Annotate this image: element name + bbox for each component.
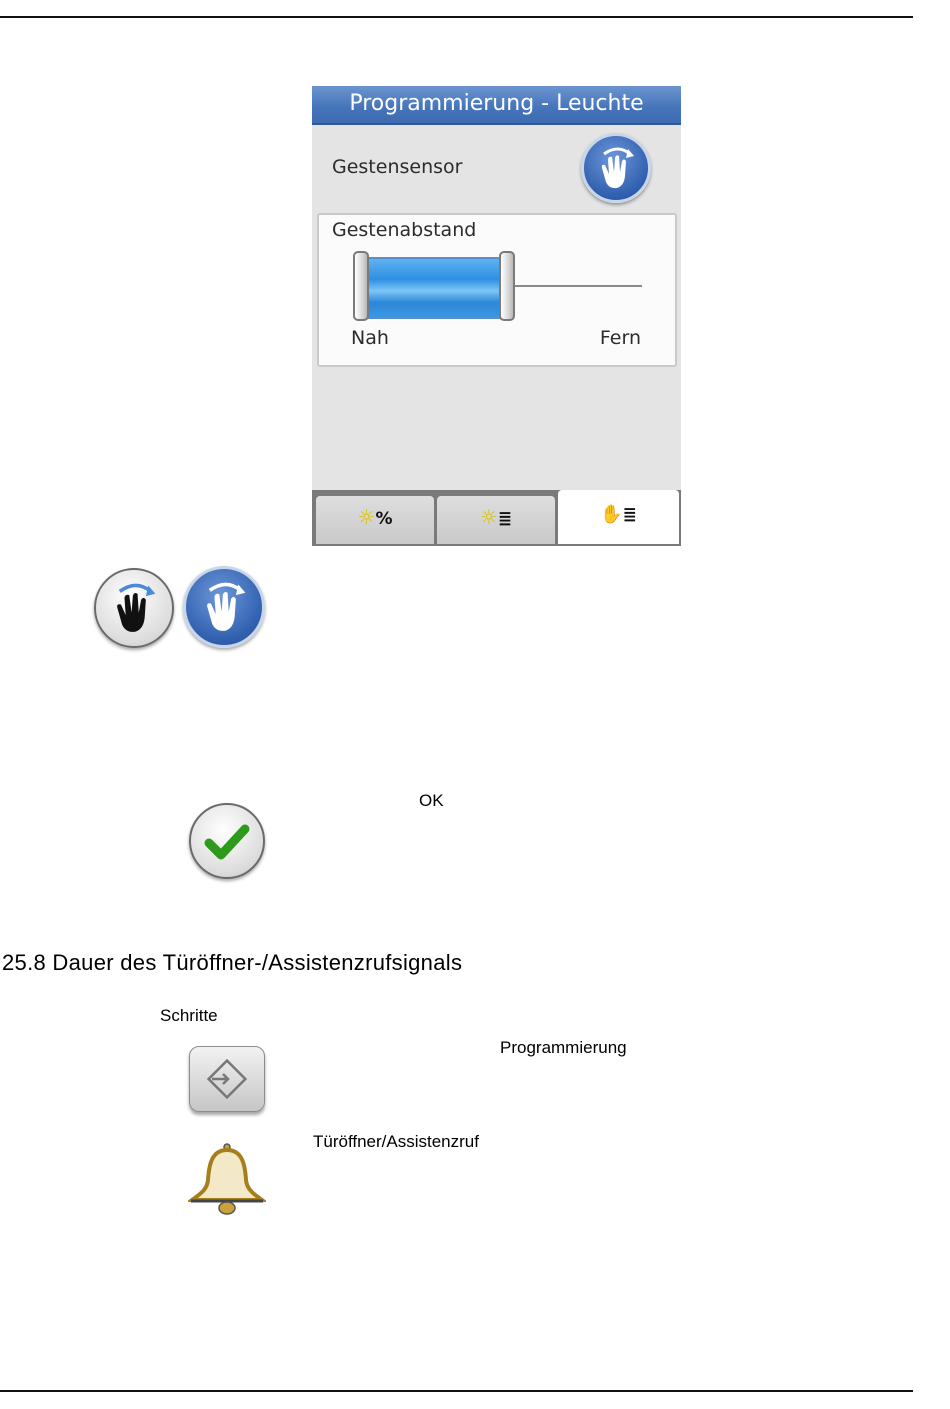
hand-gesture-icon — [584, 136, 648, 200]
slider-fill — [365, 257, 505, 319]
ok-label: OK — [419, 791, 444, 810]
tab-gesture-settings[interactable] — [558, 490, 679, 544]
tab-brightness-label: % — [375, 509, 393, 529]
tab-gesture-settings-label: ≣ — [622, 505, 637, 525]
enter-arrow-icon — [189, 1046, 265, 1112]
slider-max-label: Fern — [599, 327, 641, 349]
checkmark-icon — [189, 803, 265, 879]
step-1-text: Programmierung — [500, 1038, 627, 1057]
tab-light-settings-label: ≣ — [497, 509, 513, 529]
slider-min-handle[interactable] — [353, 251, 369, 321]
sun-icon: ☼ — [357, 505, 376, 529]
gesture-distance-label: Gestenabstand — [332, 219, 477, 241]
bell-icon — [188, 1142, 266, 1216]
screen-title: Programmierung - Leuchte — [312, 86, 681, 125]
gesture-distance-panel — [317, 213, 677, 367]
bottom-rule — [0, 1390, 913, 1392]
tab-bar — [312, 490, 681, 546]
gesture-sensor-toggle[interactable] — [581, 133, 651, 203]
tab-brightness[interactable] — [316, 496, 434, 544]
steps-label: Schritte — [160, 1006, 218, 1025]
hand-gesture-icon: ✋ — [600, 504, 623, 525]
device-screen — [312, 86, 681, 546]
gesture-sensor-label: Gestensensor — [332, 156, 463, 178]
step-2-text: Türöffner/Assistenzruf — [313, 1132, 479, 1151]
slider-handle[interactable] — [499, 251, 515, 321]
section-heading: 25.8 Dauer des Türöffner-/Assistenzrufsignals — [2, 950, 463, 975]
hand-gesture-off-icon — [94, 568, 174, 648]
slider-min-label: Nah — [351, 327, 389, 349]
sun-icon: ☼ — [479, 505, 498, 529]
top-rule — [0, 16, 913, 18]
tab-light-settings[interactable] — [437, 496, 555, 544]
hand-gesture-on-icon — [183, 566, 265, 648]
